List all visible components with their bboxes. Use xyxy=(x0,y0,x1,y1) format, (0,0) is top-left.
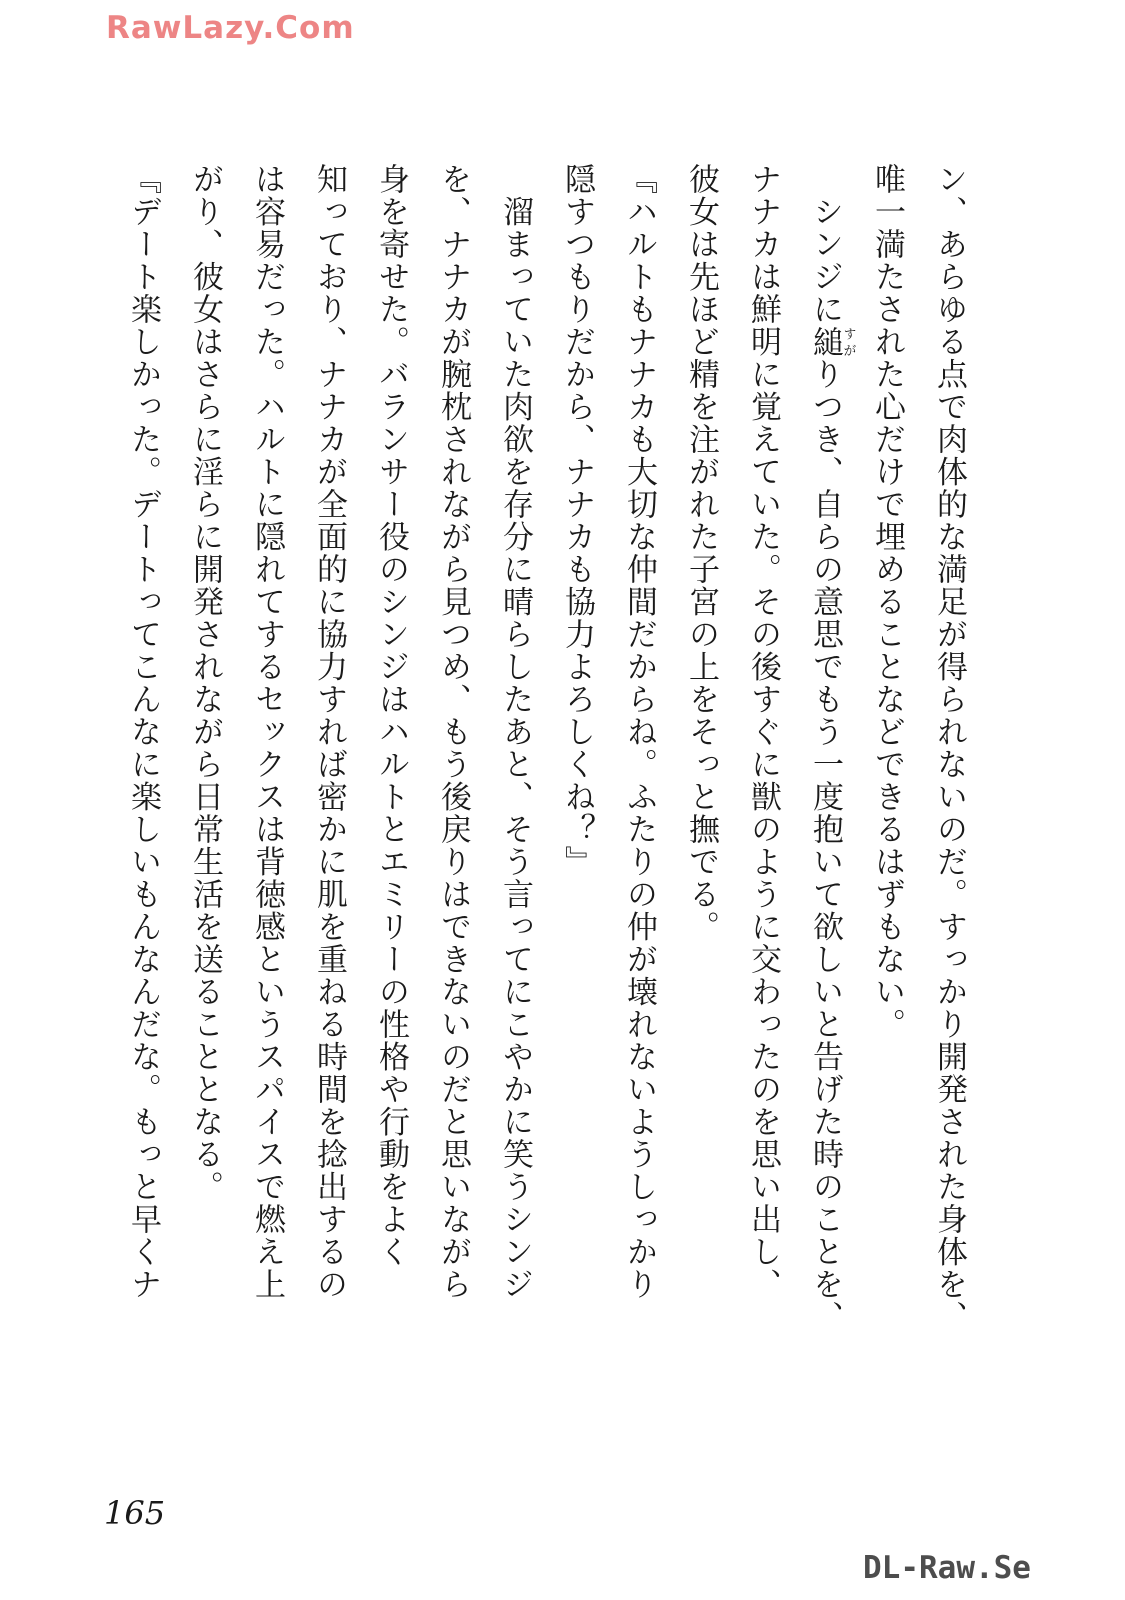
text-line: 身を寄せた。バランサー役のシンジはハルトとエミリーの性格や行動をよく xyxy=(373,163,409,1268)
text-line: 溜まっていた肉欲を存分に晴らしたあと、そう言ってにこやかに笑うシンジ xyxy=(497,163,533,1301)
page-number: 165 xyxy=(104,1494,166,1532)
text-line: 隠すつもりだから、ナナカも協力よろしくね？』 xyxy=(559,163,595,878)
text-line: 知っており、ナナカが全面的に協力すれば密かに肌を重ねる時間を捻出するの xyxy=(311,163,347,1301)
text-line: 彼女は先ほど精を注がれた子宮の上をそっと撫でる。 xyxy=(683,163,719,943)
text-line: は容易だった。ハルトに隠れてするセックスは背徳感というスパイスで燃え上 xyxy=(249,163,285,1301)
vertical-text-block xyxy=(108,163,980,1343)
text-line: 唯一満たされた心だけで埋めることなどできるはずもない。 xyxy=(869,163,905,1041)
text-line: を、ナナカが腕枕されながら見つめ、もう後戻りはできないのだと思いながら xyxy=(435,163,471,1301)
text-line: シンジに縋すがりつき、自らの意思でもう一度抱いて欲しいと告げた時のことを、 xyxy=(807,163,856,1333)
text-line: ナナカは鮮明に覚えていた。その後すぐに獣のように交わったのを思い出し、 xyxy=(745,163,781,1301)
text-line: がり、彼女はさらに淫らに開発されながら日常生活を送ることとなる。 xyxy=(187,163,223,1203)
text-line: 『ハルトもナナカも大切な仲間だからね。ふたりの仲が壊れないようしっかり xyxy=(621,163,657,1301)
watermark-rawlazy: RawLazy.Com xyxy=(106,10,355,46)
text-line: ン、あらゆる点で肉体的な満足が得られないのだ。すっかり開発された身体を、 xyxy=(931,163,967,1333)
text-line: 『デート楽しかった。デートってこんなに楽しいもんなんだな。もっと早くナ xyxy=(125,163,161,1301)
watermark-dlraw: DL-Raw.Se xyxy=(863,1550,1031,1586)
